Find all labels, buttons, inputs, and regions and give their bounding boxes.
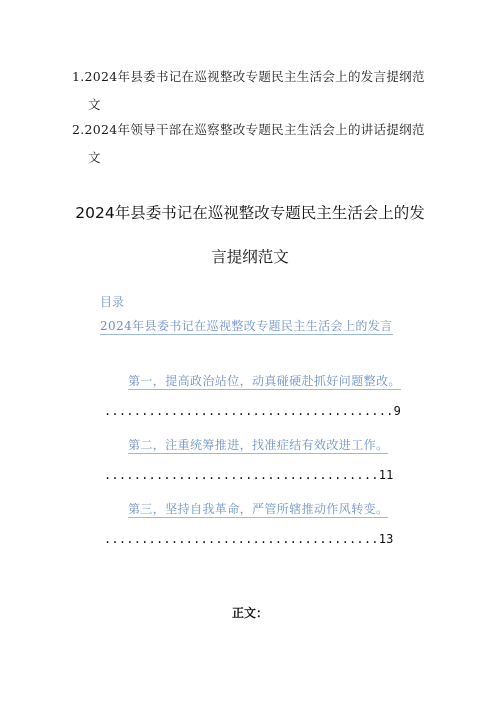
- toc-entry-3-dots: .....................................: [104, 532, 379, 546]
- toc-main-link[interactable]: 2024年县委书记在巡视整改专题民主生活会上的发言: [100, 319, 393, 333]
- document-title-line2: 言提纲范文: [211, 248, 289, 266]
- toc-entry-1-page: 9: [393, 404, 401, 418]
- doc-list-item-1-cont: 文: [88, 97, 101, 112]
- document-title-line1: 2024年县委书记在巡视整改专题民主生活会上的发: [75, 204, 425, 222]
- doc-list-item-2: 2.2024年领导干部在巡察整改专题民主生活会上的讲话提纲范: [72, 122, 425, 137]
- toc-entry-3-link[interactable]: 第三，坚持自我革命，严管所辖推动作风转变。: [128, 502, 389, 516]
- toc-entry-1-link[interactable]: 第一，提高政治站位，动真碰硬赴抓好问题整改。: [128, 374, 401, 388]
- toc-entry-3-leader: [104, 532, 394, 546]
- doc-list-item-1: 1.2024年县委书记在巡视整改专题民主生活会上的发言提纲范: [72, 69, 425, 84]
- toc-entry-1-dots: .......................................: [104, 404, 394, 418]
- body-label: 正文：: [231, 606, 268, 620]
- doc-list-item-2-cont: 文: [88, 150, 101, 165]
- toc-entry-2-leader: [104, 468, 394, 482]
- toc-entry-2-page: 11: [378, 468, 394, 482]
- toc-entry-3-page: 13: [378, 532, 394, 546]
- toc-entry-2-link[interactable]: 第二，注重统筹推进，找准症结有效改进工作。: [128, 438, 389, 452]
- toc-entry-2-dots: .....................................: [104, 468, 379, 482]
- toc-entry-1-leader: [104, 404, 401, 418]
- toc-label: 目录: [100, 295, 125, 309]
